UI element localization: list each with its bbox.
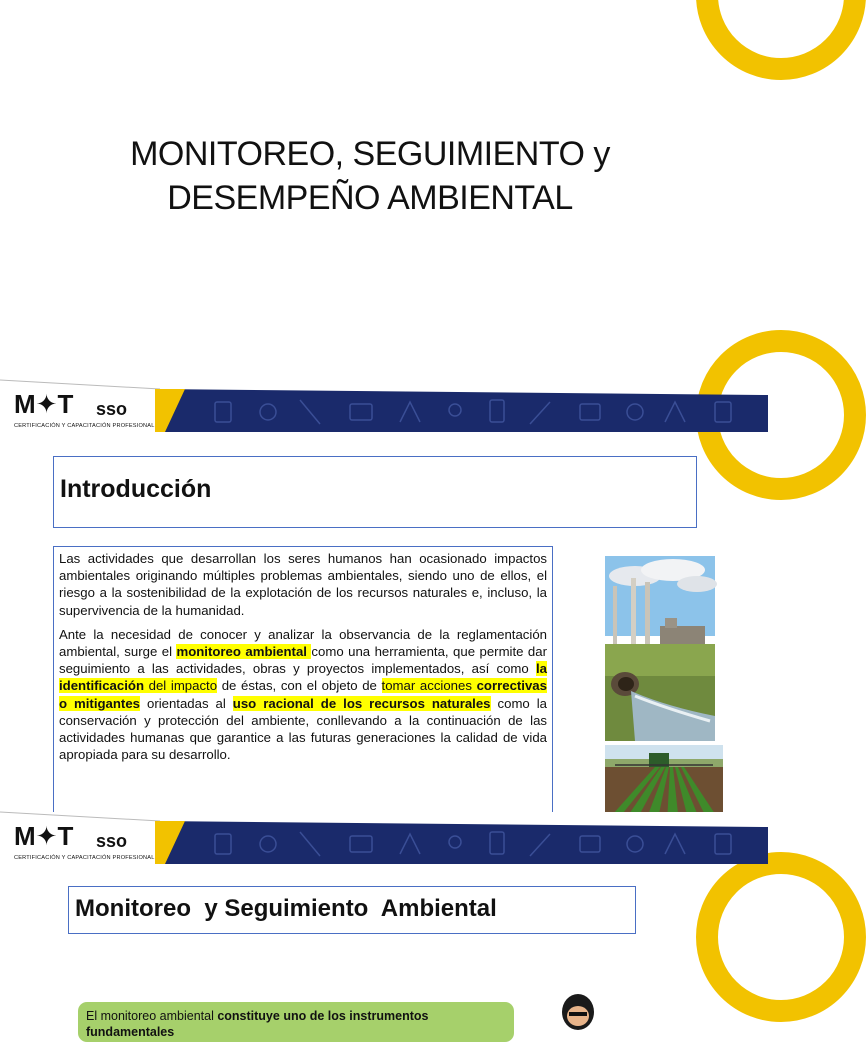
- person-illustration: [556, 992, 606, 1024]
- text-run: Ante la necesidad de conocer y analizar la observancia de la reglamentación ambiental, surge el: [59, 626, 547, 660]
- text-run: como una herramienta, que permite dar seguimiento a las actividades, obras y proyectos implementados, así como: [59, 644, 547, 677]
- highlight-impacto: del impacto: [144, 678, 218, 694]
- title-line-1: MONITOREO, SEGUIMIENTO y: [130, 135, 610, 173]
- mtsso-logo: [14, 821, 155, 864]
- highlight-monitoreo: monitoreo ambiental: [176, 644, 312, 660]
- logo-suffix: sso: [96, 399, 128, 419]
- yellow-arc-decoration: [696, 852, 866, 1022]
- logo-tagline: CERTIFICACIÓN Y CAPACITACIÓN PROFESIONAL: [14, 423, 155, 429]
- callout-bold-text: constituye uno de los instrumentos fundamentales: [86, 1009, 429, 1039]
- definition-callout: [78, 1002, 514, 1042]
- section-heading: Introducción: [60, 475, 212, 503]
- callout-text: El monitoreo ambiental: [86, 1009, 218, 1023]
- intro-paragraph-2: [59, 626, 547, 764]
- factory-photo: [605, 556, 715, 741]
- highlight-uso-racional: uso racional de los recursos naturales: [232, 695, 491, 711]
- monitoring-slide: [0, 812, 768, 1039]
- title-line-2: DESEMPEÑO AMBIENTAL: [167, 179, 573, 217]
- intro-text-box: [53, 546, 553, 823]
- title-slide: [0, 0, 768, 372]
- intro-paragraph-1: Las actividades que desarrollan los seres humanos han ocasionado impactos ambientales originando múltiples problemas ambientales, siendo uno de ellos, el riesgo a la sostenibilidad de la explotación de los recursos naturales e, incluso, la supervivencia de la humanidad.: [59, 551, 547, 618]
- logo-brand: M✦T: [14, 821, 74, 851]
- logo-brand: M✦T: [14, 389, 74, 419]
- text-run: de éstas, con el objeto de: [217, 678, 382, 694]
- text-run: como la conservación y protección del ambiente, conllevando a la continuación de las actividades humanas que garantice a las futuras generaciones la calidad de vida apropiada para su desarrollo.: [59, 695, 548, 763]
- slide-title: [60, 132, 680, 220]
- highlight-tomar-acciones: tomar acciones: [381, 678, 477, 694]
- text-run: orientadas al: [140, 695, 233, 711]
- highlight-identificacion: la identificación: [59, 661, 547, 694]
- heading-box: [68, 886, 636, 934]
- heading-box: [53, 456, 697, 528]
- section-heading: Monitoreo y Seguimiento Ambiental: [75, 895, 497, 922]
- highlight-correctivas: correctivas o mitigantes: [59, 678, 547, 711]
- introduction-slide: [0, 380, 768, 805]
- logo-suffix: sso: [96, 831, 128, 851]
- mtsso-logo: [14, 389, 155, 432]
- yellow-arc-decoration: [696, 0, 866, 80]
- logo-tagline: CERTIFICACIÓN Y CAPACITACIÓN PROFESIONAL: [14, 855, 155, 861]
